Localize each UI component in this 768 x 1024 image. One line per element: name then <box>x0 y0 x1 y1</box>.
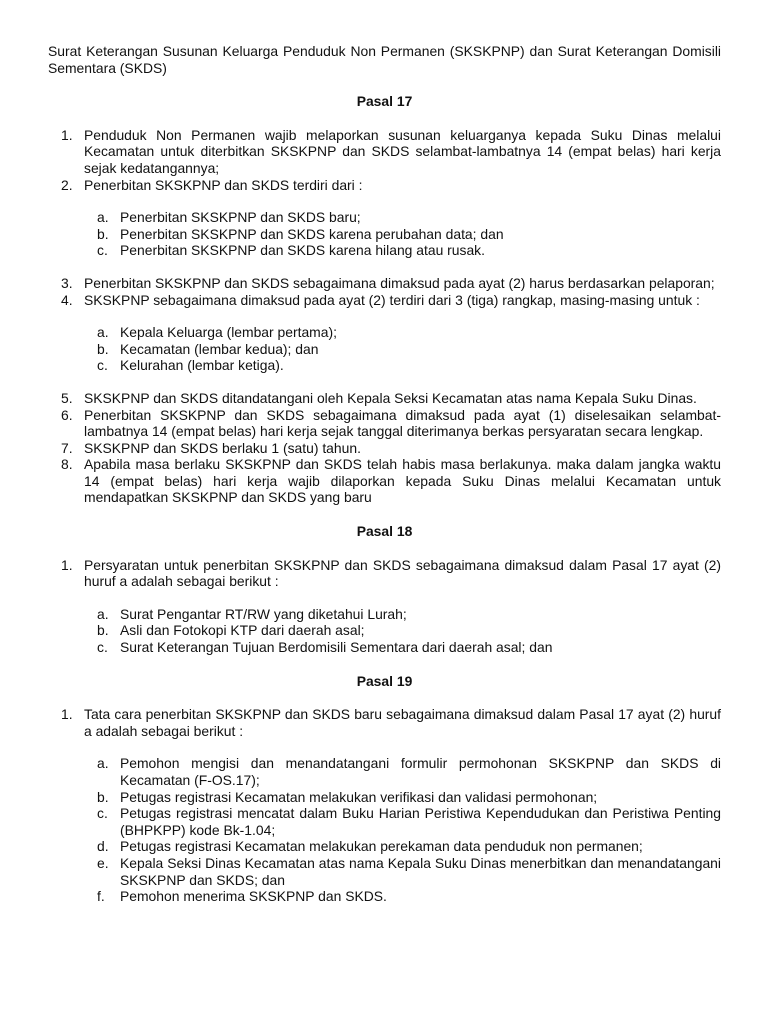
sub-list-item: f. Pemohon menerima SKSKPNP dan SKDS. <box>97 888 387 905</box>
pasal-17-list-final <box>48 390 721 506</box>
sub-list-item: e. Kepala Seksi Dinas Kecamatan atas nama Kepala Suku Dinas menerbitkan dan menandatangani SKSKPNP dan SKDS; dan <box>97 854 721 888</box>
sub-list-item: c. Penerbitan SKSKPNP dan SKDS karena hilang atau rusak. <box>97 242 485 259</box>
list-item: 8. Apabila masa berlaku SKSKPNP dan SKDS telah habis masa berlakunya. maka dalam jangka waktu 14 (empat belas) hari kerja wajib dilaporkan kepada Suku Dinas melalui Kecamatan untuk mendapatkan SKSKPNP dan SKDS yang baru <box>61 456 721 506</box>
list-item: 1. Persyaratan untuk penerbitan SKSKPNP dan SKDS sebagaimana dimaksud dalam Pasal 17 ayat (2) huruf a adalah sebagai berikut : <box>61 556 721 590</box>
pasal-17-sub-list-2 <box>48 209 721 259</box>
list-item: 1. Tata cara penerbitan SKSKPNP dan SKDS baru sebagaimana dimaksud dalam Pasal 17 ayat (2) huruf a adalah sebagai berikut : <box>61 706 721 739</box>
pasal-18-sub-list <box>48 606 721 656</box>
pasal-17-list <box>48 127 721 193</box>
sub-list-item: b. Penerbitan SKSKPNP dan SKDS karena perubahan data; dan <box>97 225 504 242</box>
sub-list-item: b. Petugas registrasi Kecamatan melakukan verifikasi dan validasi permohonan; <box>97 788 598 805</box>
sub-list-item: a. Kepala Keluarga (lembar pertama); <box>97 324 337 341</box>
list-item: 1. Penduduk Non Permanen wajib melaporkan susunan keluarganya kepada Suku Dinas melalui Kecamatan untuk diterbitkan SKSKPNP dan SKDS selambat-lambatnya 14 (empat belas) hari kerja sejak kedatangannya; <box>61 126 721 176</box>
pasal-19-list <box>48 706 721 739</box>
sub-list-item: a. Surat Pengantar RT/RW yang diketahui Lurah; <box>97 605 407 622</box>
list-item: 6. Penerbitan SKSKPNP dan SKDS sebagaimana dimaksud pada ayat (1) diselesaikan selambat-lambatnya 14 (empat belas) hari kerja sejak tanggal diterimanya berkas persyaratan secara lengkap. <box>61 406 721 440</box>
sub-list-item: b. Asli dan Fotokopi KTP dari daerah asal; <box>97 622 365 639</box>
list-item: 3. Penerbitan SKSKPNP dan SKDS sebagaimana dimaksud pada ayat (2) harus berdasarkan pelaporan; <box>61 274 715 291</box>
list-item: 2. Penerbitan SKSKPNP dan SKDS terdiri dari : <box>61 176 363 193</box>
sub-list-item: a. Penerbitan SKSKPNP dan SKDS baru; <box>97 209 361 226</box>
pasal-19-heading: Pasal 19 <box>356 672 413 689</box>
pasal-18-list <box>48 557 721 590</box>
list-item: 7. SKSKPNP dan SKDS berlaku 1 (satu) tahun. <box>61 439 361 456</box>
sub-list-item: c. Surat Keterangan Tujuan Berdomisili Sementara dari daerah asal; dan <box>97 639 553 656</box>
sub-list-item: c. Kelurahan (lembar ketiga). <box>97 357 284 374</box>
list-item: 5. SKSKPNP dan SKDS ditandatangani oleh Kepala Seksi Kecamatan atas nama Kepala Suku Dinas. <box>61 389 697 406</box>
pasal-17-sub-list-4 <box>48 324 721 374</box>
sub-list-item: c. Petugas registrasi mencatat dalam Buku Harian Peristiwa Kependudukan dan Peristiwa Penting (BHPKPP) kode Bk-1.04; <box>97 805 721 838</box>
pasal-18-heading: Pasal 18 <box>356 523 413 540</box>
sub-list-item: a. Pemohon mengisi dan menandatangani formulir permohonan SKSKPNP dan SKDS di Kecamatan (F-OS.17); <box>97 755 721 788</box>
pasal-17-heading: Pasal 17 <box>356 93 413 110</box>
list-item: 4. SKSKPNP sebagaimana dimaksud pada ayat (2) terdiri dari 3 (tiga) rangkap, masing-masing untuk : <box>61 291 700 308</box>
pasal-17-list-continued <box>48 275 721 308</box>
sub-list-item: b. Kecamatan (lembar kedua); dan <box>97 340 319 357</box>
document-intro: Surat Keterangan Susunan Keluarga Penduduk Non Permanen (SKSKPNP) dan Surat Keterangan Domisili Sementara (SKDS) <box>48 43 721 76</box>
pasal-19-sub-list <box>48 755 721 904</box>
sub-list-item: d. Petugas registrasi Kecamatan melakukan perekaman data penduduk non permanen; <box>97 838 643 855</box>
